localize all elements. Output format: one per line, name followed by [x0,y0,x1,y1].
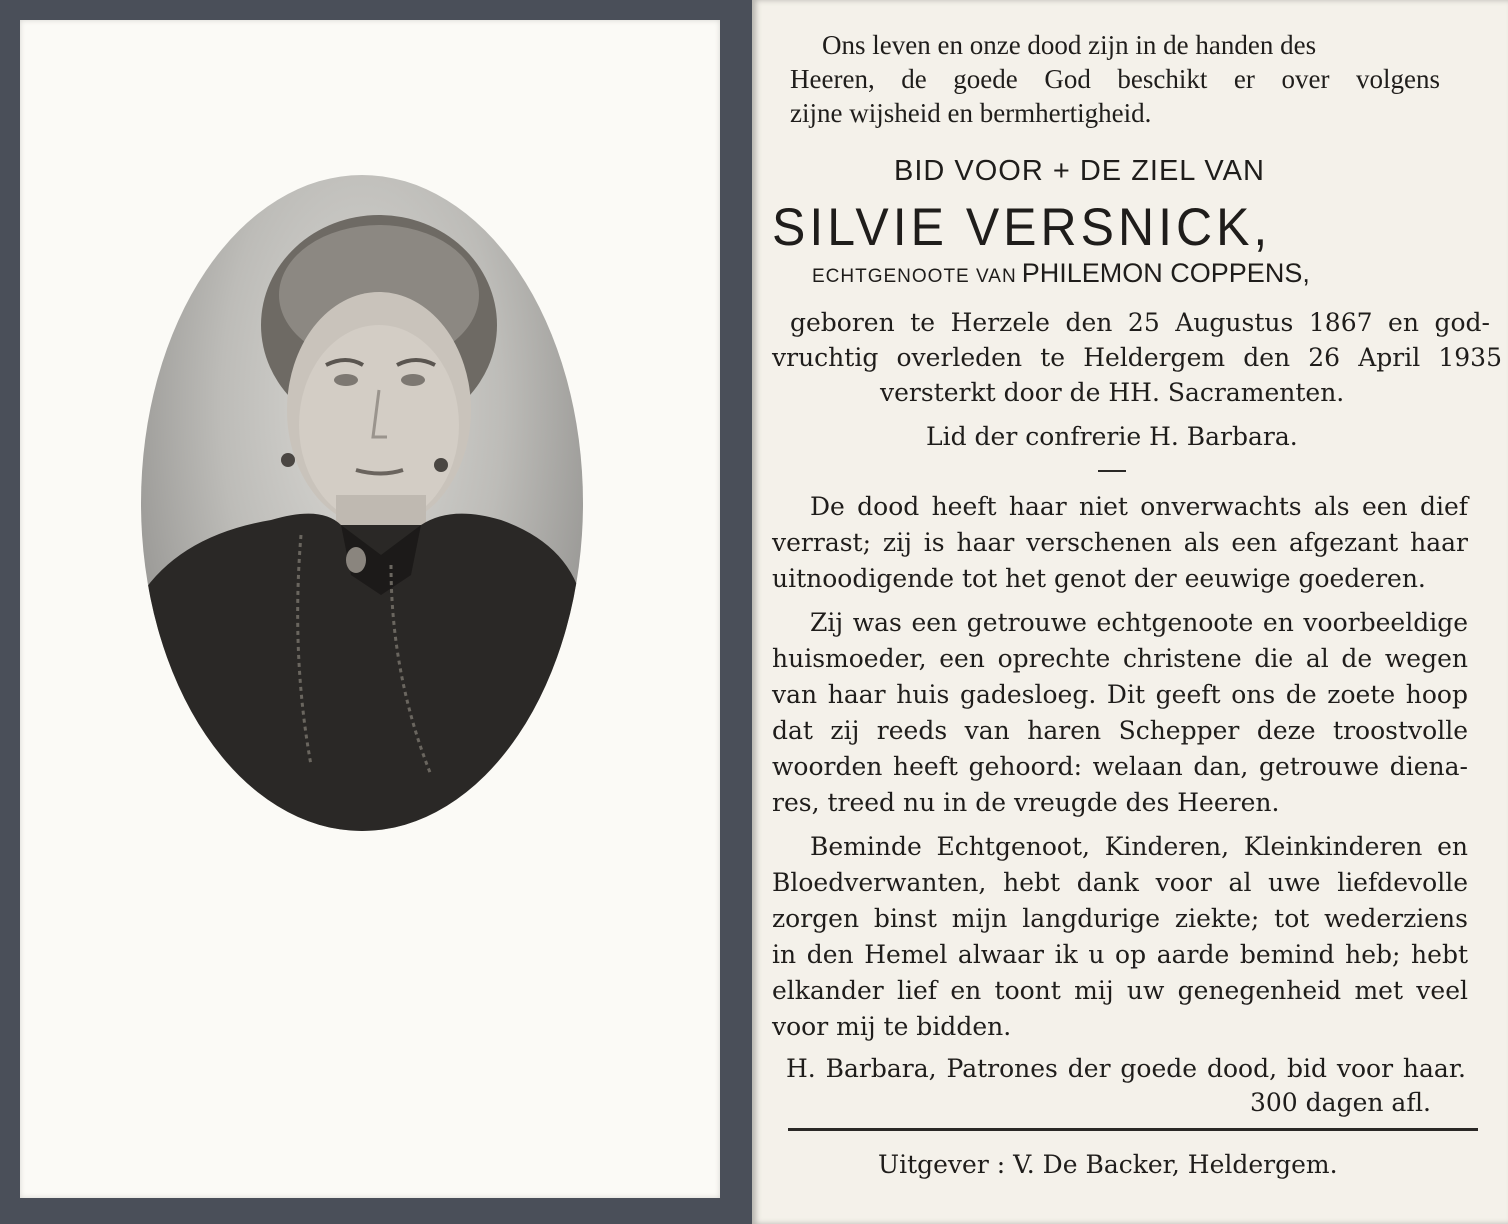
details-line-1: geboren te Herzele den 25 Augustus 1867 en god- [790,308,1490,337]
memorial-text-card [752,0,1508,1224]
paragraph2-line-2: huismoeder, een oprechte christene die al de wegen [772,644,1468,673]
details-line-2: vruchtig overleden te Heldergem den 26 April 1935 [772,343,1502,372]
paragraph2-line-5: woorden heeft gehoord: welaan dan, getrouwe diena- [772,752,1468,781]
paragraph1-line-2: verrast; zij is haar verschenen als een afgezant haar [772,528,1468,557]
paragraph3-line-6: voor mij te bidden. [772,1012,1012,1041]
prayer-line: H. Barbara, Patrones der goede dood, bid voor haar. [786,1054,1466,1083]
intro-line-3: zijne wijsheid en bermhertigheid. [790,98,1152,128]
intro-line-2: Heeren, de goede God beschikt er over volgens [790,64,1440,94]
intro-line-1: Ons leven en onze dood zijn in de handen des [822,30,1317,60]
paragraph2-line-1: Zij was een getrouwe echtgenoote en voorbeeldige [810,608,1468,637]
spouse-line [812,258,1310,289]
paragraph3-line-2: Bloedverwanten, hebt dank voor al uwe liefdevolle [772,868,1468,897]
photo-mount [20,20,720,1198]
paragraph3-line-3: zorgen binst mijn langdurige ziekte; tot wederziens [772,904,1468,933]
portrait-photo [141,175,583,831]
spouse-prefix: ECHTGENOOTE VAN [812,266,1017,287]
paragraph3-line-5: elkander lief en toont mij uw genegenheid met veel [772,976,1468,1005]
bid-line: BID VOOR + DE ZIEL VAN [894,155,1265,187]
paragraph3-line-1: Beminde Echtgenoot, Kinderen, Kleinkinderen en [810,832,1468,861]
indulgence: 300 dagen afl. [1250,1088,1431,1117]
paragraph2-line-6: res, treed nu in de vreugde des Heeren. [772,788,1280,817]
confraternity: Lid der confrerie H. Barbara. [926,422,1298,451]
divider [1098,470,1126,472]
paragraph2-line-4: dat zij reeds van haren Schepper deze troostvolle [772,716,1468,745]
footer-rule [788,1128,1478,1131]
paragraph1-line-3: uitnoodigende tot het genot der eeuwige goederen. [772,564,1426,593]
spouse-name: PHILEMON COPPENS, [1021,258,1310,288]
paragraph1-line-1: De dood heeft haar niet onverwachts als een dief [810,492,1468,521]
deceased-name: SILVIE VERSNICK, [772,197,1272,257]
photo-card [0,0,752,1224]
paragraph3-line-4: in den Hemel alwaar ik u op aarde bemind heb; hebt [772,940,1468,969]
portrait-illustration [141,175,583,831]
paragraph2-line-3: van haar huis gadesloeg. Dit geeft ons de zoete hoop [772,680,1468,709]
publisher: Uitgever : V. De Backer, Heldergem. [878,1150,1338,1179]
details-line-3: versterkt door de HH. Sacramenten. [880,378,1345,407]
